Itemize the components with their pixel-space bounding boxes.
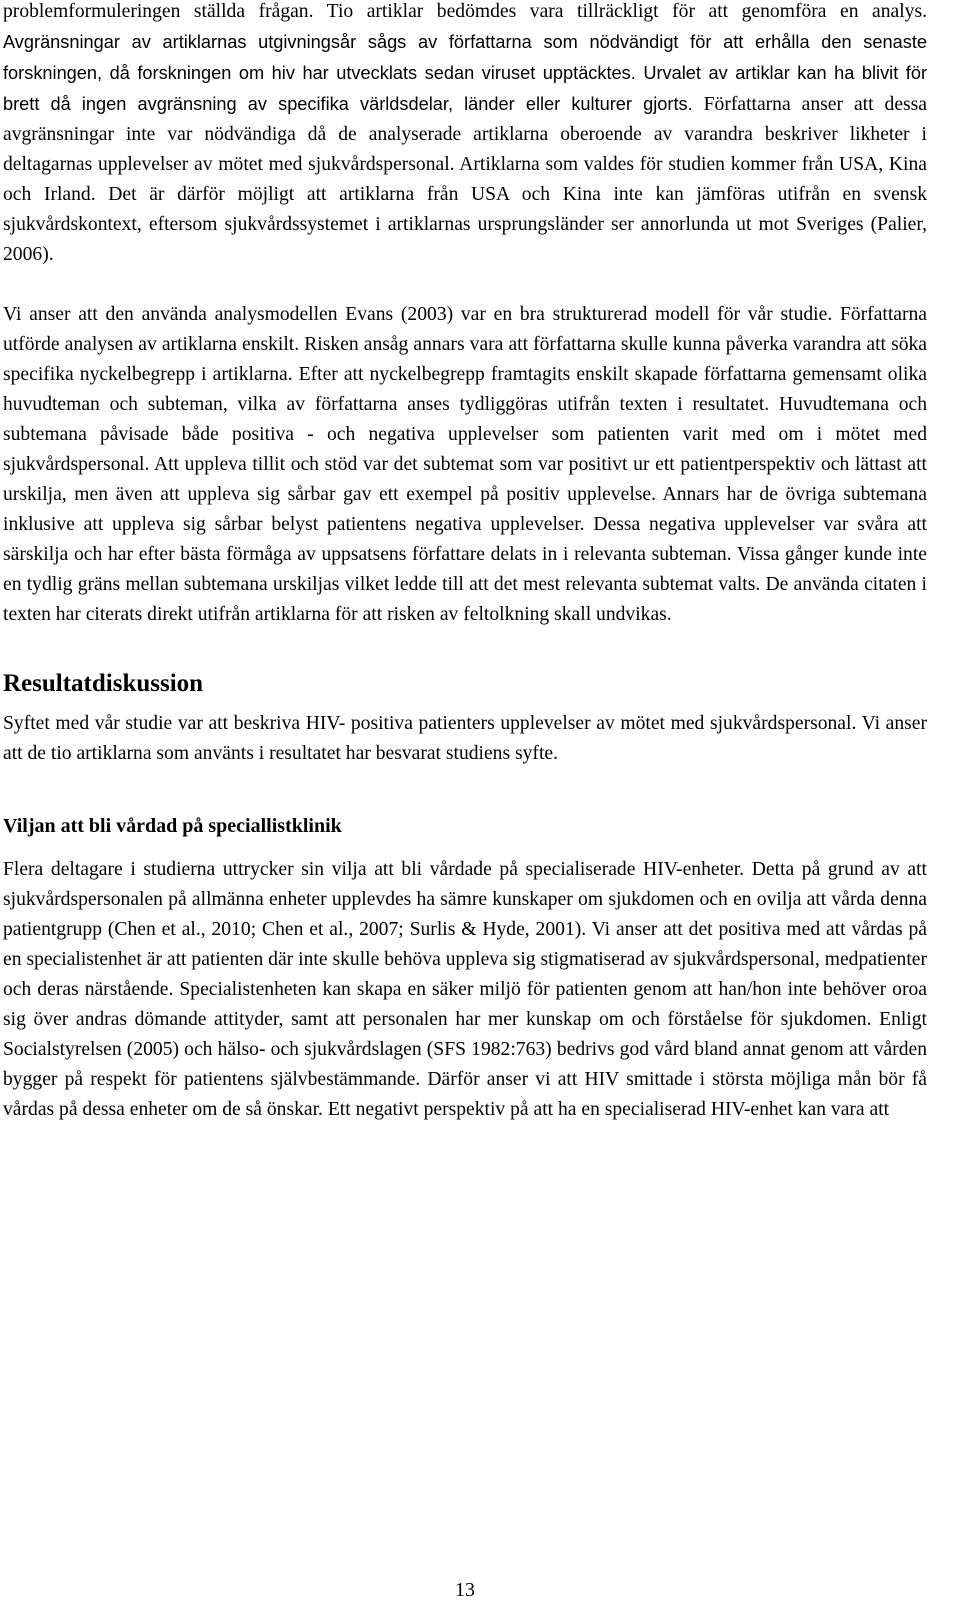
body-paragraph-purpose: Syftet med vår studie var att beskriva HIV- positiva patienters upplevelser av mötet med sjukvårdspersonal. Vi anser att de tio artiklarna som använts i resultatet har besvarat studiens syfte.: [3, 713, 927, 764]
body-paragraph-specialist-clinic: Flera deltagare i studierna uttrycker sin vilja att bli vårdade på specialiserade HIV-enheter. Detta på grund av att sjukvårdspersonalen på allmänna enheter upplevdes ha sämre kunskaper om sjukdomen och en ovilja att vårda denna patientgrupp (Chen et al., 2010; Chen et al., 2007; Surlis & Hyde, 2001). Vi anser att det positiva med att vårdas på en specialistenhet är att patienten där inte skulle behöva uppleva sig stigmatiserad av sjukvårdspersonal, medpatienter och deras närstående. Specialistenheten kan skapa en säker miljö för patienten genom att han/hon inte behöver oroa sig över andras dömande attityder, samt att personalen har mer kunskap om och förståelse för sjukdomen. Enligt Socialstyrelsen (2005) och hälso- och sjukvårdslagen (SFS 1982:763) bedrivs god vård bland annat genom att vården bygger på respekt för patientens självbestämmande. Därför anser vi att HIV smittade i största möjliga mån bör få vårdas på dessa enheter om de så önskar. Ett negativt perspektiv på att ha en specialiserad HIV-enhet kan vara att: [3, 859, 927, 1120]
body-paragraph-limitations: [3, 0, 927, 270]
paragraph-segment: problemformuleringen ställda frågan. Tio artiklar bedömdes vara tillräckligt för att genomföra en analys.: [3, 1, 927, 22]
body-paragraph-analysis-model: Vi anser att den använda analysmodellen Evans (2003) var en bra strukturerad modell för vår studie. Författarna utförde analysen av artiklarna enskilt. Risken ansåg annars vara att författarna skulle kunna påverka varandra att söka specifika nyckelbegrepp i artiklarna. Efter att nyckelbegrepp framtagits enskilt skapade författarna gemensamt olika huvudteman och subteman, vilka av författarna anses tydliggöras utifrån texten i resultatet. Huvudtemana och subtemana påvisade både positiva - och negativa upplevelser som patienten varit med om i mötet med sjukvårdspersonal. Att uppleva tillit och stöd var det subtemat som var positivt ur ett patientperspektiv och lättast att urskilja, men även att uppleva sig sårbar gav ett exempel på positiv upplevelse. Annars har de övriga subtemana inklusive att uppleva sig sårbar belyst patientens negativa upplevelser. Dessa negativa upplevelser var svåra att särskilja och har efter bästa förmåga av uppsatsens författare delats in i relevanta subteman. Vissa gånger kunde inte en tydlig gräns mellan subtemana urskiljas vilket ledde till att det mest relevanta subtemat valts. De använda citaten i texten har citerats direkt utifrån artiklarna för att risken av feltolkning skall undvikas.: [3, 304, 927, 625]
paragraph-segment-sans: Avgränsningar av artiklarnas utgivningsår sågs av författarna som nödvändigt för att erhålla den senaste forskningen, då forskningen om hiv har utvecklats sedan viruset upptäcktes. Urvalet av artiklar kan ha blivit för brett då ingen avgränsning av specifika världsdelar, länder eller kulturer gjorts.: [3, 32, 927, 114]
document-page: [3, 0, 927, 1125]
page-number: 13: [455, 1579, 475, 1601]
subsection-heading: Viljan att bli vårdad på speciallistklinik: [3, 815, 342, 837]
section-heading: Resultatdiskussion: [3, 670, 204, 697]
paragraph-segment: Författarna anser att dessa avgränsningar inte var nödvändiga då de analyserade artiklarna oberoende av varandra beskriver likheter i deltagarnas upplevelser av mötet med sjukvårdspersonal. Artiklarna som valdes för studien kommer från USA, Kina och Irland. Det är därför möjligt att artiklarna från USA och Kina inte kan jämföras utifrån en svensk sjukvårdskontext, eftersom sjukvårdssystemet i artiklarnas ursprungsländer ser annorlunda ut mot Sveriges (Palier, 2006).: [3, 94, 927, 265]
